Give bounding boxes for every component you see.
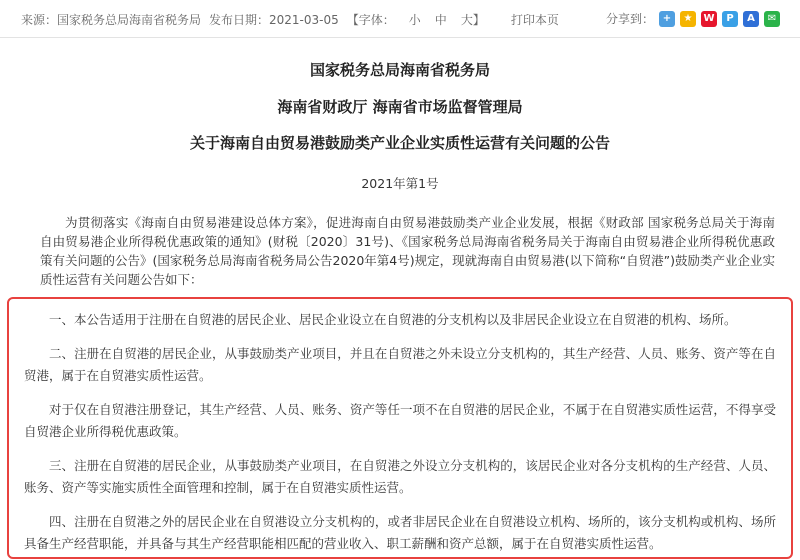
circle-p-icon[interactable]: P xyxy=(722,11,738,27)
co-issuer-title: 海南省财政厅 海南省市场监督管理局 xyxy=(277,98,523,116)
article-header xyxy=(0,60,800,193)
clause-1: 一、本公告适用于注册在自贸港的居民企业、居民企业设立在自贸港的分支机构以及非居民企业设立在自贸港的机构、场所。 xyxy=(49,312,737,327)
font-large-button[interactable]: 大 xyxy=(460,13,473,27)
document-number: 2021年第1号 xyxy=(361,176,439,191)
plus-icon[interactable]: + xyxy=(659,11,675,27)
issuer-title: 国家税务总局海南省税务局 xyxy=(309,61,490,79)
print-page-link[interactable]: 打印本页 xyxy=(510,13,559,27)
intro-paragraph: 为贯彻落实《海南自由贸易港建设总体方案》，促进海南自由贸易港鼓励类产业企业发展，根据《财政部 国家税务总局关于海南自由贸易港企业所得税优惠政策的通知》(财税〔2020〕31号)、《国家税务总局海南省税务局关于海南自由贸易港企业所得税优惠政策有关问题的公告》(国家税务总局海南省税务局公告2020年第4号)规定，现就海南自由贸易港(以下简称“自贸港”)鼓励类产业企业实质性运营有关问题公告如下： xyxy=(40,215,775,287)
font-small-button[interactable]: 小 xyxy=(408,13,421,27)
weibo-icon[interactable]: W xyxy=(701,11,717,27)
publish-date: 发布日期：2021-03-05 xyxy=(209,13,339,27)
meta-info xyxy=(21,11,559,28)
font-size-close: 】 xyxy=(472,13,485,27)
clause-3: 三、注册在自贸港的居民企业，从事鼓励类产业项目，在自贸港之外设立分支机构的，该居民企业对各分支机构的生产经营、人员、账务、资产等实施实质性全面管理和控制，属于在自贸港实质性运营。 xyxy=(24,458,776,495)
source-label: 来源：国家税务总局海南省税务局 xyxy=(21,13,202,27)
clause-2: 二、注册在自贸港的居民企业，从事鼓励类产业项目，并且在自贸港之外未设立分支机构的，其生产经营、人员、账务、资产等在自贸港，属于在自贸港实质性运营。 xyxy=(24,346,776,383)
wechat-icon[interactable]: ✉ xyxy=(764,11,780,27)
share-bar xyxy=(606,10,780,27)
font-medium-button[interactable]: 中 xyxy=(434,13,447,27)
star-icon[interactable]: ★ xyxy=(680,11,696,27)
article-meta-bar xyxy=(0,0,800,38)
font-size-label: 【字体： xyxy=(346,13,395,27)
person-icon[interactable]: A xyxy=(743,11,759,27)
clause-2-note: 对于仅在自贸港注册登记，其生产经营、人员、账务、资产等任一项不在自贸港的居民企业，不属于在自贸港实质性运营，不得享受自贸港企业所得税优惠政策。 xyxy=(24,402,776,439)
share-label: 分享到： xyxy=(605,12,654,26)
page-title: 关于海南自由贸易港鼓励类产业企业实质性运营有关问题的公告 xyxy=(189,134,610,152)
clause-4: 四、注册在自贸港之外的居民企业在自贸港设立分支机构的，或者非居民企业在自贸港设立机构、场所的，该分支机构或机构、场所具备生产经营职能，并具备与其生产经营职能相匹配的营业收入、职工薪酬和资产总额，属于在自贸港实质性运营。 xyxy=(24,514,776,551)
